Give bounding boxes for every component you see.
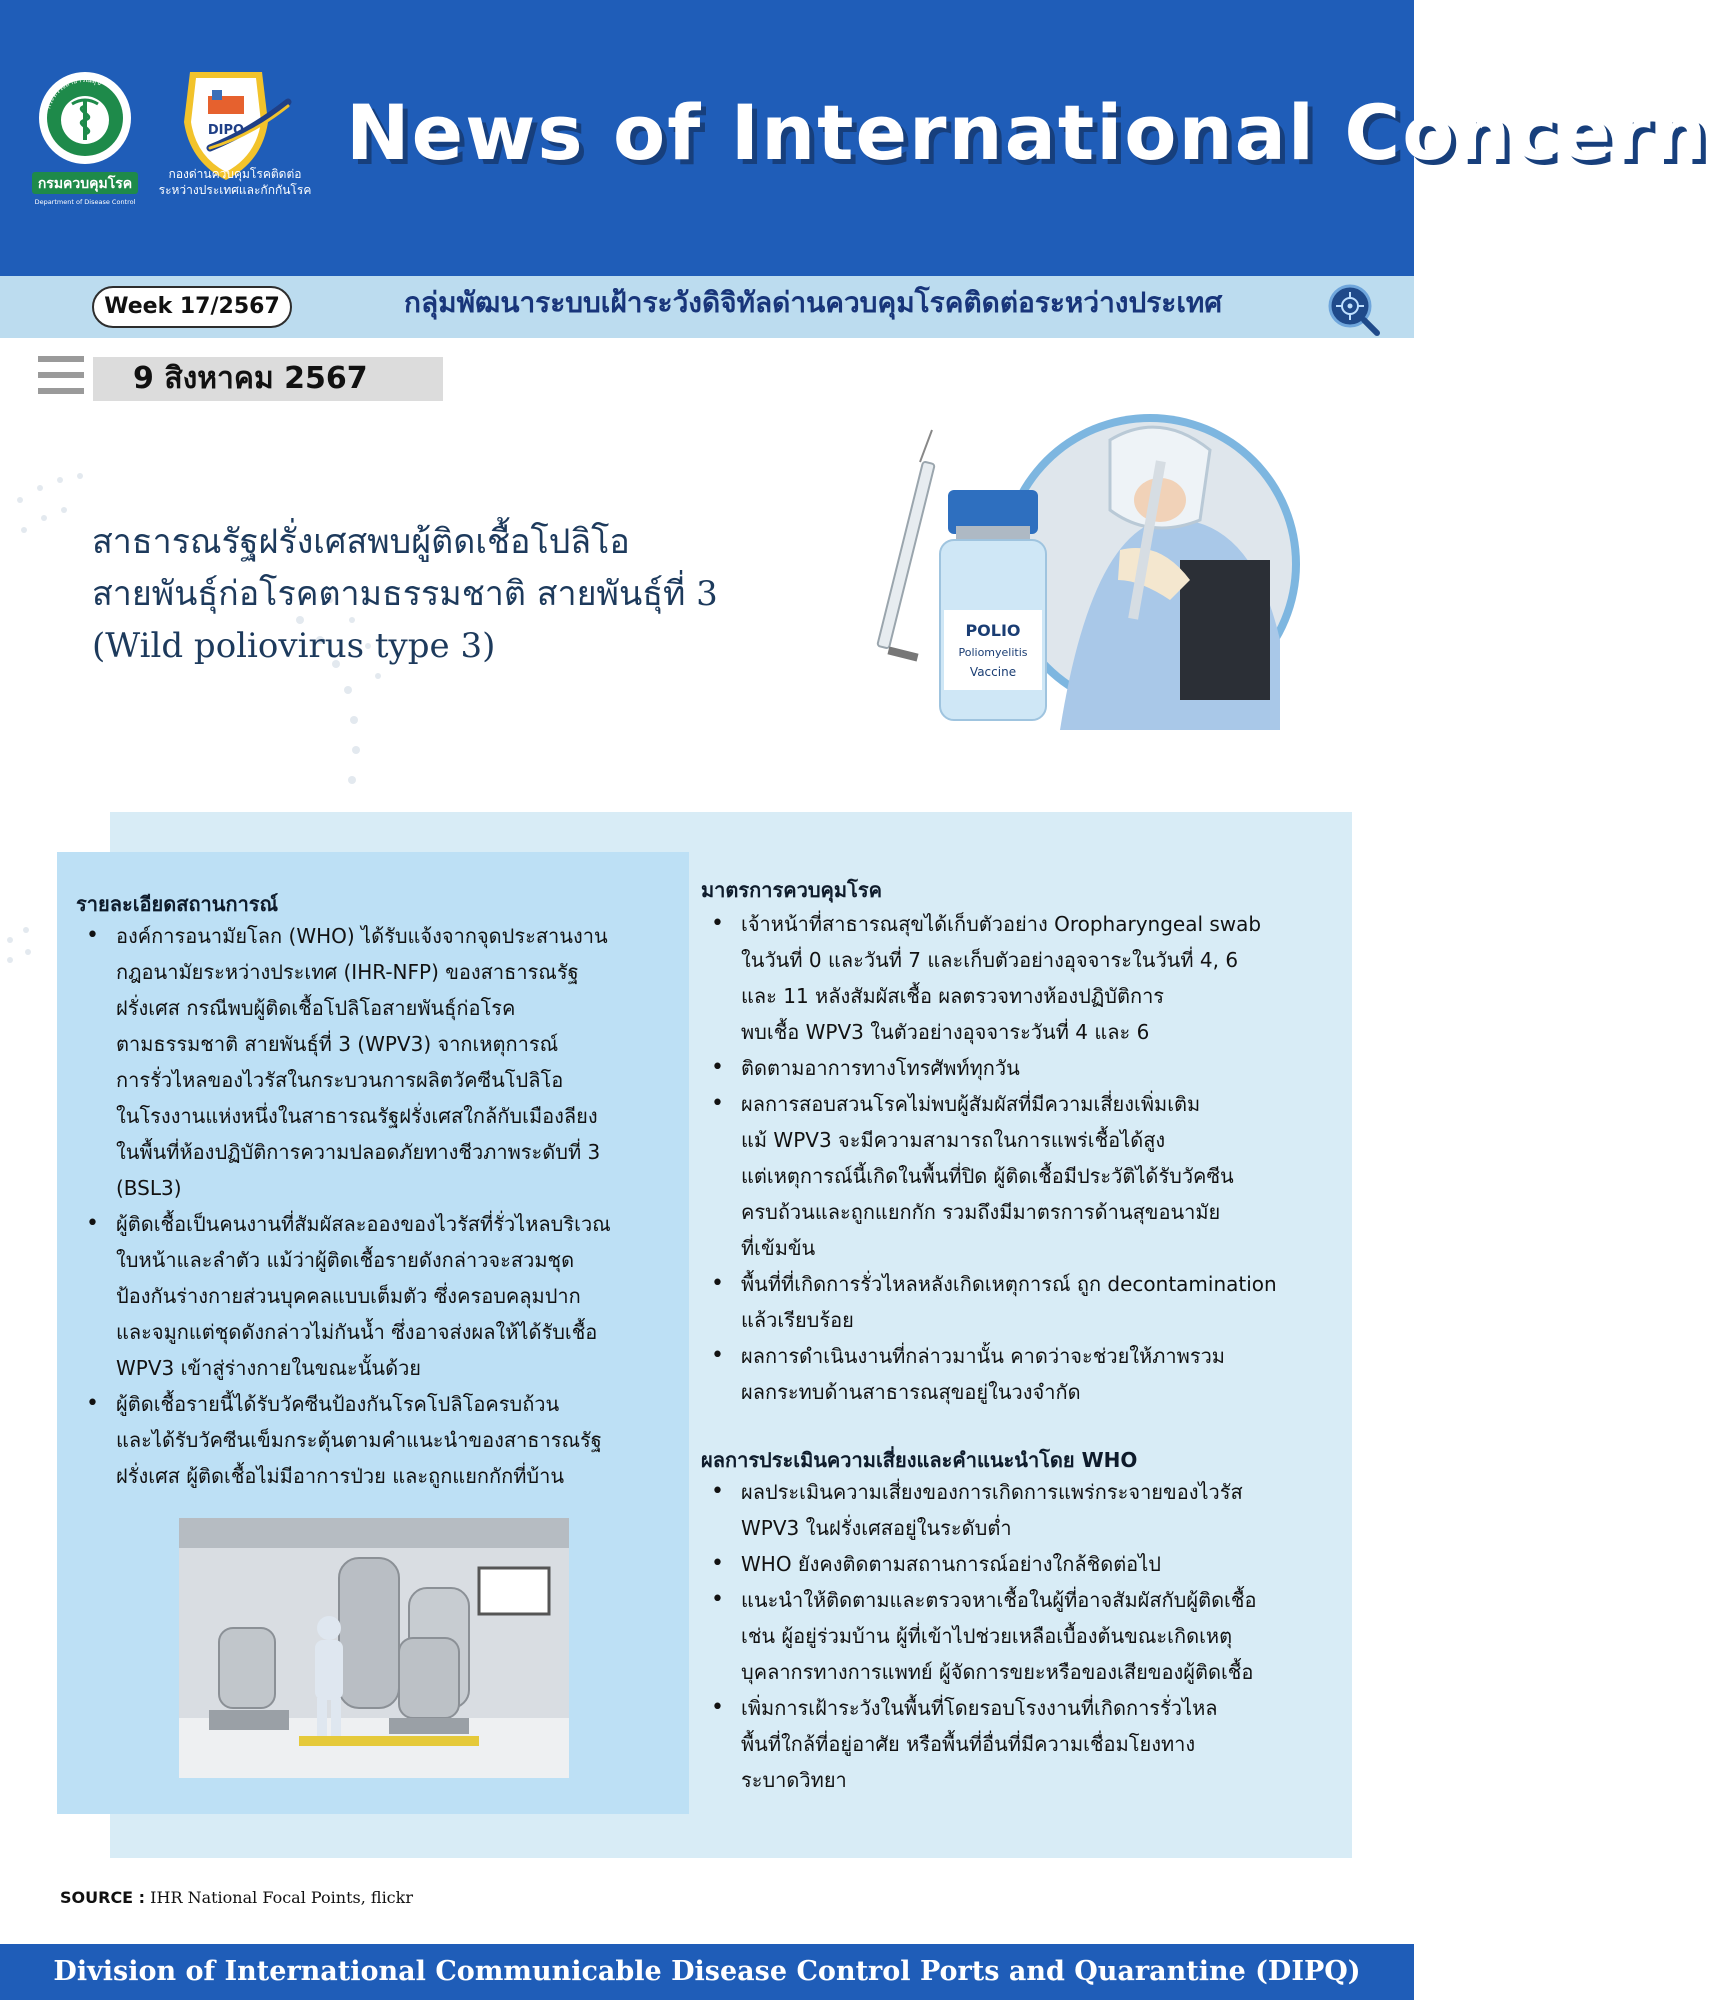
dipq-caption-line1: กองด่านควบคุมโรคติดต่อ	[168, 167, 302, 181]
assessment-item-line: • เพิ่มการเฝ้าระวังในพื้นที่โดยรอบโรงงานที่เกิดการรั่วไหล	[741, 1696, 1218, 1720]
week-badge: Week 17/2567	[92, 286, 292, 328]
situation-item	[76, 1386, 676, 1494]
situation-heading: รายละเอียดสถานการณ์	[76, 892, 279, 916]
situation-item-line: ป้องกันร่างกายส่วนบุคคลแบบเต็มตัว ซึ่งครอบคลุมปาก	[116, 1284, 581, 1308]
control-item-line: ที่เข้มข้น	[741, 1236, 816, 1260]
situation-item-line: ใบหน้าและลำตัว แม้ว่าผู้ติดเชื้อรายดังกล่าวจะสวมชุด	[116, 1248, 575, 1272]
control-item	[701, 1266, 1351, 1338]
svg-text:Vaccine: Vaccine	[969, 665, 1017, 679]
assessment-item-line: • แนะนำให้ติดตามและตรวจหาเชื้อในผู้ที่อาจสัมผัสกับผู้ติดเชื้อ	[741, 1588, 1257, 1612]
situation-item-line: และได้รับวัคซีนเข็มกระตุ้นตามคำแนะนำของสาธารณรัฐ	[116, 1428, 602, 1452]
group-title: กลุ่มพัฒนาระบบเฝ้าระวังดิจิทัลด่านควบคุมโรคติดต่อระหว่างประเทศ	[404, 286, 1223, 319]
situation-item-line: (BSL3)	[116, 1176, 182, 1200]
assessment-item	[701, 1546, 1351, 1582]
situation-item-line: WPV3 เข้าสู่ร่างกายในขณะนั้นด้วย	[116, 1356, 422, 1380]
control-item-line: แต่เหตุการณ์นี้เกิดในพื้นที่ปิด ผู้ติดเชื้อมีประวัติได้รับวัคซีน	[741, 1164, 1234, 1188]
situation-item-line: ในพื้นที่ห้องปฏิบัติการความปลอดภัยทางชีวภาพระดับที่ 3	[116, 1140, 601, 1164]
menu-lines-icon	[38, 356, 84, 394]
assessment-item	[701, 1582, 1351, 1690]
assessment-item	[701, 1474, 1351, 1546]
newsletter-title: News of International Concern	[346, 88, 1709, 177]
control-item-line: ผลกระทบด้านสาธารณสุขอยู่ในวงจำกัด	[741, 1380, 1081, 1404]
polio-vaccine-illustration	[860, 400, 1320, 730]
svg-text:DIPQ: DIPQ	[207, 123, 245, 138]
situation-item-line: • ผู้ติดเชื้อเป็นคนงานที่สัมผัสละอองของไวรัสที่รั่วไหลบริเวณ	[116, 1212, 611, 1236]
assessment-item-line: บุคลากรทางการแพทย์ ผู้จัดการขยะหรือของเสียของผู้ติดเชื้อ	[741, 1660, 1254, 1684]
svg-text:Poliomyelitis: Poliomyelitis	[958, 646, 1028, 659]
assessment-item-line: WPV3 ในฝรั่งเศสอยู่ในระดับต่ำ	[741, 1516, 1012, 1540]
dipq-caption-line2: ระหว่างประเทศและกักกันโรค	[158, 183, 312, 197]
source-note	[60, 1888, 413, 1907]
situation-item-line: และจมูกแต่ชุดดังกล่าวไม่กันน้ำ ซึ่งอาจส่งผลให้ได้รับเชื้อ	[116, 1320, 598, 1344]
situation-item	[76, 1206, 676, 1386]
control-item-line: แล้วเรียบร้อย	[741, 1308, 854, 1332]
assessment-item-line: พื้นที่ใกล้ที่อยู่อาศัย หรือพื้นที่อื่นที่มีความเชื่อมโยงทาง	[741, 1732, 1196, 1756]
control-item-line: • ผลการดำเนินงานที่กล่าวมานั้น คาดว่าจะช่วยให้ภาพรวม	[741, 1344, 1225, 1368]
publish-date: 9 สิงหาคม 2567	[93, 357, 443, 401]
control-item	[701, 906, 1351, 1050]
assessment-item-line: เช่น ผู้อยู่ร่วมบ้าน ผู้ที่เข้าไปช่วยเหลือเบื้องต้นขณะเกิดเหตุ	[741, 1624, 1233, 1648]
headline-line3: (Wild poliovirus type 3)	[92, 626, 496, 666]
vaccine-vial	[940, 490, 1046, 720]
source-label: SOURCE :	[60, 1888, 146, 1907]
assessment-heading: ผลการประเมินความเสี่ยงและคำแนะนำโดย WHO	[701, 1448, 1138, 1472]
control-item-line: • ผลการสอบสวนโรคไม่พบผู้สัมผัสที่มีความเสี่ยงเพิ่มเติม	[741, 1092, 1201, 1116]
situation-item-line: ฝรั่งเศส กรณีพบผู้ติดเชื้อโปลิโอสายพันธุ์ก่อโรค	[116, 996, 516, 1020]
black-apron	[1180, 560, 1270, 700]
digital-surveillance-search-icon	[1326, 282, 1380, 336]
headline-line2: สายพันธุ์ก่อโรคตามธรรมชาติ สายพันธุ์ที่ 3	[92, 574, 718, 614]
situation-item-line: • ผู้ติดเชื้อรายนี้ได้รับวัคซีนป้องกันโรคโปลิโอครบถ้วน	[116, 1392, 560, 1416]
headline-line1: สาธารณรัฐฝรั่งเศสพบผู้ติดเชื้อโปลิโอ	[92, 522, 630, 562]
control-measures-list	[701, 906, 1351, 1410]
situation-item-line: กฎอนามัยระหว่างประเทศ (IHR-NFP) ของสาธารณรัฐ	[116, 960, 579, 984]
svg-text:กรมควบคุมโรค: กรมควบคุมโรค	[37, 176, 133, 192]
situation-item-line: การรั่วไหลของไวรัสในกระบวนการผลิตวัคซีนโปลิโอ	[116, 1068, 564, 1092]
assessment-item-line: • WHO ยังคงติดตามสถานการณ์อย่างใกล้ชิดต่อไป	[741, 1552, 1161, 1576]
control-item-line: • พื้นที่ที่เกิดการรั่วไหลหลังเกิดเหตุการณ์ ถูก decontamination	[741, 1272, 1277, 1296]
assessment-item-line: ระบาดวิทยา	[741, 1768, 847, 1792]
svg-text:กระทรวงสาธารณสุข: กระทรวงสาธารณสุข	[44, 75, 103, 110]
footer-division-name: Division of International Communicable Disease Control Ports and Quarantine (DIPQ)	[0, 1944, 1414, 2000]
control-item	[701, 1338, 1351, 1410]
svg-text:Department of Disease Control: Department of Disease Control	[34, 198, 136, 206]
source-text: IHR National Focal Points, flickr	[150, 1888, 413, 1907]
svg-text:POLIO: POLIO	[965, 621, 1021, 640]
control-item	[701, 1086, 1351, 1266]
situation-item-line: ในโรงงานแห่งหนึ่งในสาธารณรัฐฝรั่งเศสใกล้กับเมืองลียง	[116, 1104, 598, 1128]
article-headline	[92, 516, 832, 672]
syringe	[877, 430, 935, 662]
control-item-line: • ติดตามอาการทางโทรศัพท์ทุกวัน	[741, 1056, 1020, 1080]
ddc-logo	[32, 68, 138, 208]
situation-item	[76, 918, 676, 1206]
control-item-line: • เจ้าหน้าที่สาธารณสุขได้เก็บตัวอย่าง Oropharyngeal swab	[741, 912, 1262, 936]
control-item	[701, 1050, 1351, 1086]
situation-item-line: ตามธรรมชาติ สายพันธุ์ที่ 3 (WPV3) จากเหตุการณ์	[116, 1032, 559, 1056]
situation-item-line: • องค์การอนามัยโลก (WHO) ได้รับแจ้งจากจุดประสานงาน	[116, 924, 608, 948]
dipq-logo-caption	[150, 166, 320, 198]
control-item-line: ในวันที่ 0 และวันที่ 7 และเก็บตัวอย่างอุจจาระในวันที่ 4, 6	[741, 948, 1239, 972]
control-item-line: แม้ WPV3 จะมีความสามารถในการแพร่เชื้อได้สูง	[741, 1128, 1166, 1152]
situation-item-line: ฝรั่งเศส ผู้ติดเชื้อไม่มีอาการป่วย และถูกแยกกักที่บ้าน	[116, 1464, 565, 1488]
assessment-item	[701, 1690, 1351, 1798]
situation-list	[76, 918, 676, 1494]
assessment-item-line: • ผลประเมินความเสี่ยงของการเกิดการแพร่กระจายของไวรัส	[741, 1480, 1243, 1504]
risk-assessment-list	[701, 1474, 1351, 1798]
control-item-line: ครบถ้วนและถูกแยกกัก รวมถึงมีมาตรการด้านสุขอนามัย	[741, 1200, 1221, 1224]
control-item-line: และ 11 หลังสัมผัสเชื้อ ผลตรวจทางห้องปฏิบัติการ	[741, 984, 1165, 1008]
control-heading: มาตรการควบคุมโรค	[701, 878, 882, 902]
vaccine-factory-photo	[179, 1518, 569, 1778]
control-item-line: พบเชื้อ WPV3 ในตัวอย่างอุจจาระวันที่ 4 และ 6	[741, 1020, 1150, 1044]
